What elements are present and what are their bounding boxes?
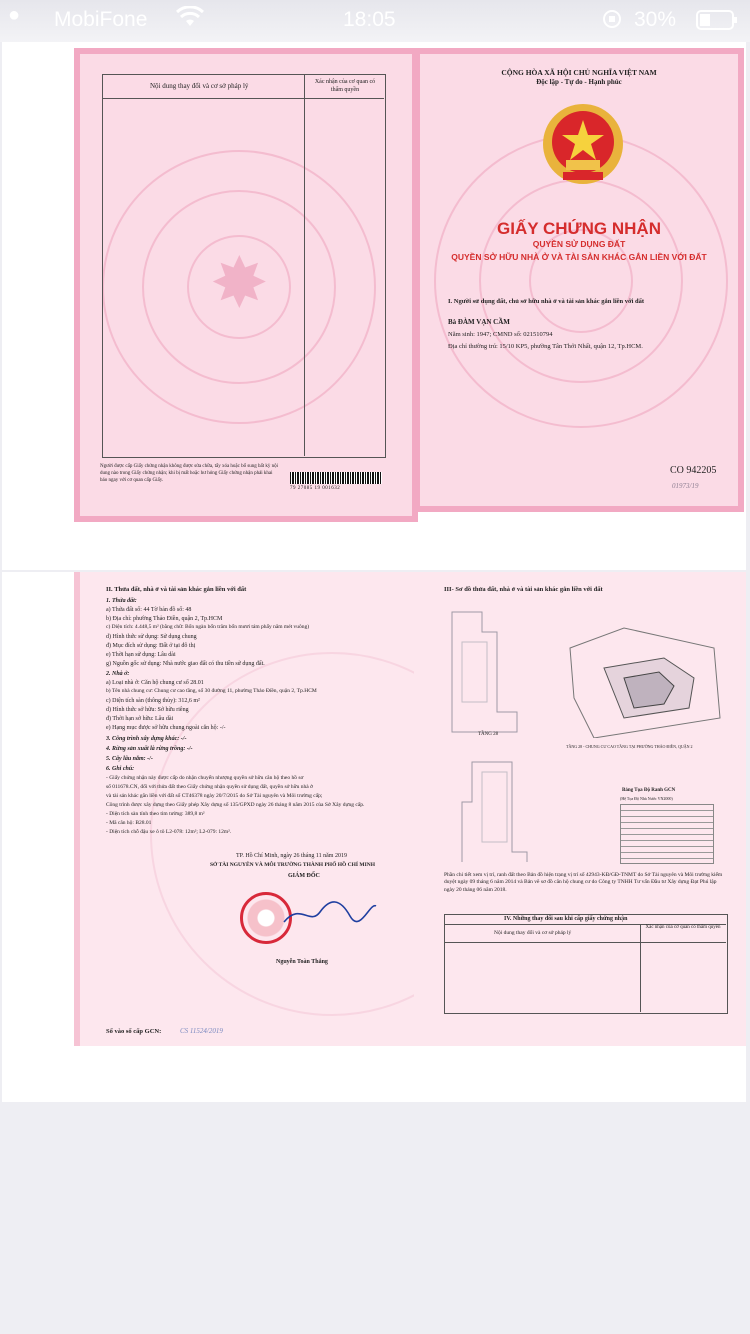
sign-place-date: TP. Hồ Chí Minh, ngày 26 tháng 11 năm 2019 [236, 853, 347, 859]
wifi-icon [176, 6, 204, 28]
confirm-column-header-text: Xác nhận của cơ quan có thẩm quyền [645, 925, 721, 930]
land-line: g) Nguồn gốc sử dụng: Nhà nước giao đất có thu tiền sử dụng đất. [106, 661, 265, 667]
barcode [290, 472, 382, 484]
coordinate-table [620, 804, 714, 864]
floor-label: TẦNG 28 [478, 732, 499, 737]
site-plan-diagram [564, 608, 724, 738]
signer-name: Nguyễn Toàn Thắng [276, 959, 328, 965]
changes-table-divider [304, 74, 305, 456]
section4-title: IV. Những thay đổi sau khi cấp giấy chứng nhận [504, 916, 628, 922]
land-line: đ) Mục đích sử dụng: Đất ở tại đô thị [106, 643, 196, 649]
back-left-panel [74, 572, 416, 1046]
clock-time: 18:05 [343, 8, 396, 31]
land-line: b) Địa chỉ: phường Thảo Điền, quận 2, Tp.HCM [106, 616, 223, 622]
certificate-subtitle-land: QUYỀN SỬ DỤNG ĐẤT [532, 239, 626, 249]
floor-plan-diagram [442, 602, 562, 862]
signature [280, 892, 380, 932]
national-emblem [538, 100, 628, 192]
survey-note-text: Phần chi tiết xem vị trí, ranh đất theo Bản đồ hiện trạng vị trí số 42943-KĐ/GĐ-TNMT do Sở Tài nguyên và Môi trường kiểm duyệt ngày 09 tháng 6 năm 2014 và Bản vẽ sơ đồ căn hộ chung cư do Công ty TNHH Tư vấn Đầu tư Xây dựng Đạt Phú lập ngày 20 tháng 06 năm 2018. [444, 872, 723, 893]
note-line: - Mã căn hộ: B28.01 [106, 820, 152, 826]
carrier-name: MobiFone [54, 8, 148, 31]
section1-title: I. Người sử dụng đất, chủ sở hữu nhà ở và tài sản khác gắn liền với đất [448, 298, 645, 305]
director-title: GIÁM ĐỐC [288, 873, 320, 879]
owner-address: Địa chỉ thường trú: 15/10 KP5, phường Tân Thới Nhất, quận 12, Tp.HCM. [448, 343, 643, 350]
national-motto: Độc lập - Tự do - Hạnh phúc [536, 78, 622, 86]
orientation-lock-icon [602, 8, 622, 30]
signal-icon: ● [8, 4, 21, 26]
registry-value: CS 11524/2019 [180, 1027, 223, 1035]
land-line: a) Thửa đất số: 44 Tờ bản đồ số: 48 [106, 607, 192, 613]
certificate-subtitle-house: QUYỀN SỞ HỮU NHÀ Ở VÀ TÀI SẢN KHÁC GẮN LIỀN VỚI ĐẤT [451, 252, 707, 262]
land-heading: 1. Thửa đất: [106, 598, 137, 604]
barcode-number: 79 27085 19 001632 [290, 486, 341, 491]
serial-number: CO 942205 [670, 465, 717, 476]
house-line: đ) Thời hạn sở hữu: Lâu dài [106, 716, 174, 722]
changes-column-header: Nội dung thay đổi và cơ sở pháp lý [494, 930, 572, 936]
other-item: 3. Công trình xây dựng khác: -/- [106, 736, 187, 742]
house-line: b) Tên nhà chung cư: Chung cư cao tầng, số 30 đường 11, phường Thảo Điền, quận 2, Tp.HCM [106, 688, 317, 694]
site-plan-caption: TẦNG 28 - CHUNG CƯ CAO TẦNG TẠI PHƯỜNG THẢO ĐIỀN, QUẬN 2 [566, 744, 693, 749]
battery-icon [696, 10, 738, 30]
note-line: Công trình được xây dựng theo Giấy phép Xây dựng số 135/GPXD ngày 26 tháng 8 năm 2015 của Sở Xây dựng cấp. [106, 802, 365, 808]
house-line: d) Hình thức sở hữu: Sở hữu riêng [106, 707, 189, 713]
status-bar [0, 0, 750, 40]
note-line: số 011678.CN, đối với thửa đất theo Giấy chứng nhận quyền sử dụng đất, quyền sở hữu nhà ở [106, 784, 313, 790]
issuing-authority: SỞ TÀI NGUYÊN VÀ MÔI TRƯỜNG THÀNH PHỐ HỒ CHÍ MINH [210, 862, 376, 868]
coordinate-table-title: Bảng Tọa Độ Ranh GCN [622, 788, 676, 793]
other-item: 5. Cây lâu năm: -/- [106, 756, 153, 762]
front-footer-note-text: Người được cấp Giấy chứng nhận không được sửa chữa, tẩy xóa hoặc bổ sung bất kỳ nội dung nào trong Giấy chứng nhận; khi bị mất hoặc hư hỏng Giấy chứng nhận phải khai báo ngay với cơ quan cấp Giấy. [100, 464, 279, 483]
battery-percent: 30% [634, 8, 677, 31]
owner-name: Bà ĐÀM VẠN CẦM [448, 318, 510, 326]
note-line: - Giấy chứng nhận này được cấp do nhận chuyển nhượng quyền sở hữu căn hộ theo hồ sơ [106, 775, 304, 781]
changes-table-back-divider [640, 924, 641, 1012]
coordinate-table-subtitle: (Hệ Tọa Độ Nhà Nước VN2000) [620, 796, 673, 801]
house-line: e) Hạng mục được sở hữu chung ngoài căn hộ: -/- [106, 725, 226, 731]
drum-star-icon: ✸ [210, 246, 269, 323]
changes-column-header: Nội dung thay đổi và cơ sở pháp lý [150, 82, 249, 90]
confirm-column-header-text: Xác nhận của cơ quan có thẩm quyền [314, 79, 376, 94]
certificate-title: GIẤY CHỨNG NHẬN [497, 219, 661, 238]
confirm-column-header [312, 78, 378, 94]
house-line: c) Diện tích sàn (thông thủy): 312,6 m² [106, 698, 200, 704]
front-right-panel [414, 48, 744, 512]
national-title: CỘNG HÒA XÃ HỘI CHỦ NGHĨA VIỆT NAM [501, 68, 657, 77]
house-line: a) Loại nhà ở: Căn hộ chung cư số 28.01 [106, 680, 204, 686]
other-item: 6. Ghi chú: [106, 766, 135, 772]
note-line: - Diện tích sàn tính theo tim tường: 389,8 m² [106, 811, 205, 817]
changes-table-header-line [102, 98, 384, 99]
note-line: - Diện tích chỗ đậu xe ô tô L2-078: 12m²; L2-079: 12m². [106, 829, 232, 835]
house-heading: 2. Nhà ở: [106, 671, 130, 677]
land-line: c) Diện tích: 4.448,5 m² (bằng chữ: Bốn ngàn bốn trăm bốn mươi tám phẩy năm mét vuông) [106, 624, 310, 630]
land-line: e) Thời hạn sử dụng: Lâu dài [106, 652, 176, 658]
section2-title: II. Thửa đất, nhà ở và tài sản khác gắn liền với đất [106, 586, 247, 593]
registry-label: Số vào sổ cấp GCN: [106, 1028, 162, 1035]
confirm-column-header [644, 925, 722, 932]
land-line: d) Hình thức sử dụng: Sử dụng chung [106, 634, 197, 640]
back-right-panel [414, 572, 746, 1046]
section3-title: III- Sơ đồ thửa đất, nhà ở và tài sản khác gắn liền với đất [444, 586, 603, 593]
other-item: 4. Rừng sản xuất là rừng trồng: -/- [106, 746, 193, 752]
changes-table [102, 74, 386, 458]
changes-table-back-header-line [444, 942, 726, 943]
survey-note [444, 872, 726, 894]
certificate-back-page [2, 572, 746, 1102]
note-line: và tài sản khác gắn liền với đất số CT46378 ngày 20/7/2015 do Sở Tài nguyên và Môi trường cấp; [106, 793, 323, 799]
handwritten-reference: 01973/19 [672, 482, 699, 490]
front-footer-note [100, 464, 280, 484]
certificate-front-page [2, 42, 746, 570]
owner-birth: Năm sinh: 1947; CMND số: 021510794 [448, 331, 553, 338]
front-left-panel [74, 48, 418, 522]
